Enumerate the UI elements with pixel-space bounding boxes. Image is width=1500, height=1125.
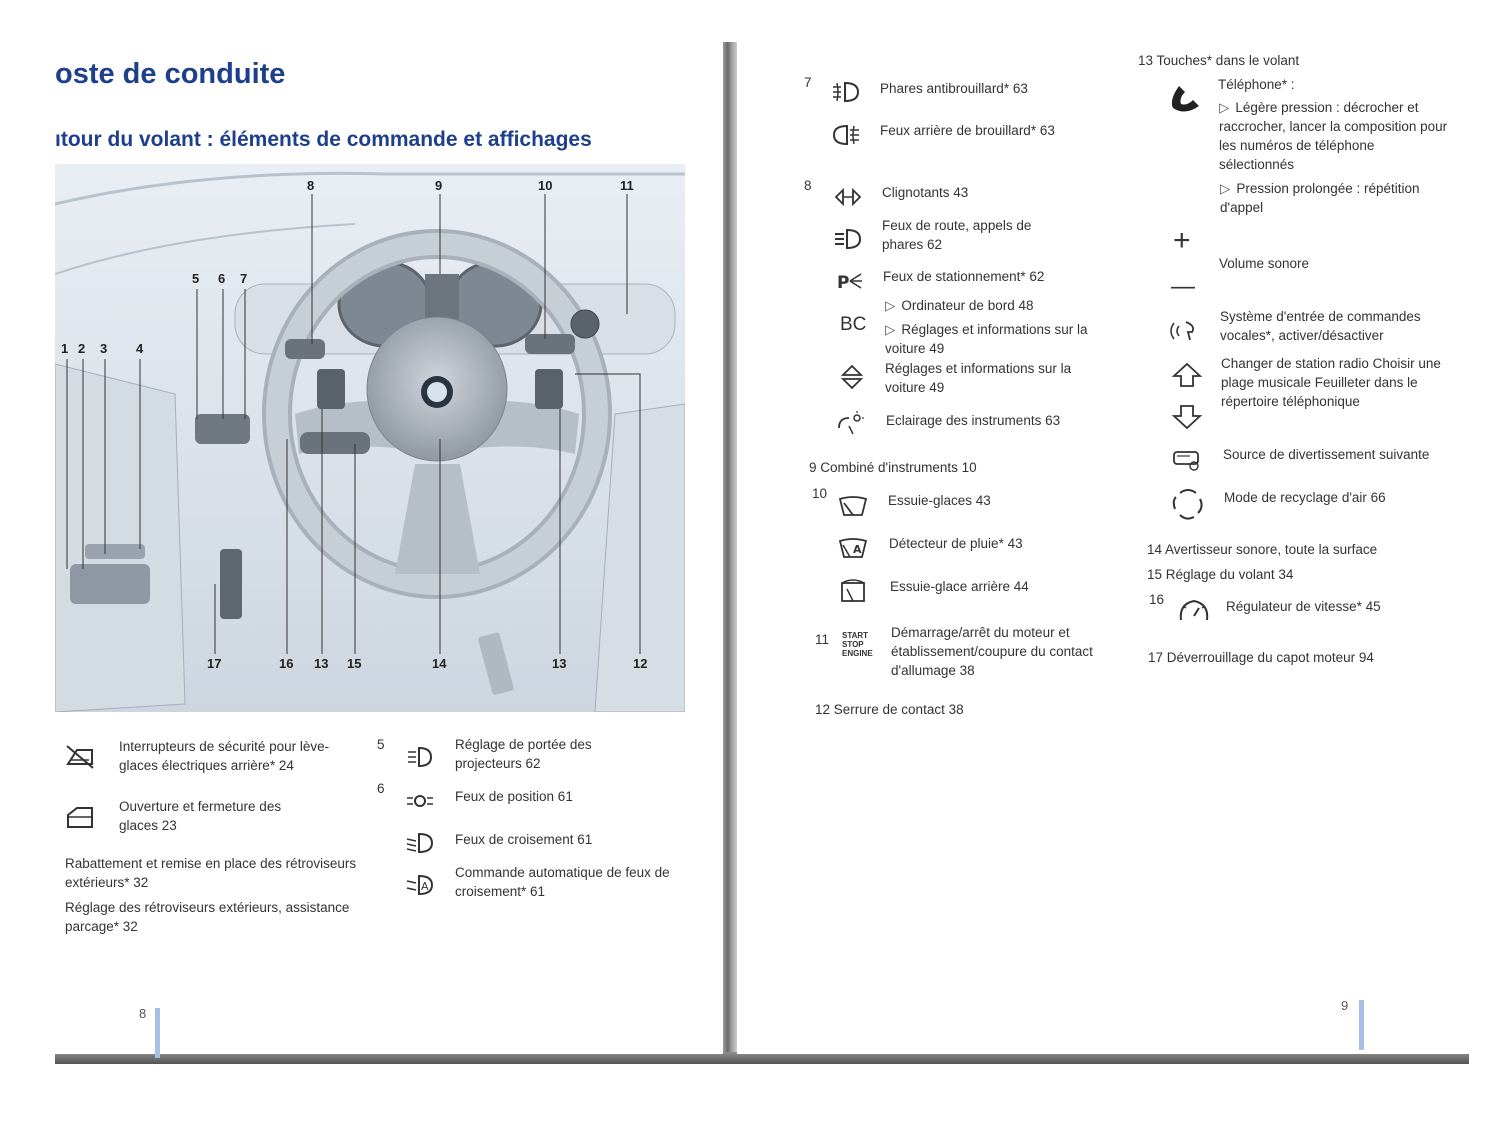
entry-entertainment-source: Source de divertissement suivante — [1223, 447, 1430, 462]
rear-wiper-icon — [838, 577, 868, 603]
entry-vehicle-settings-b: Réglages et informations sur la voiture 49 — [885, 361, 1072, 395]
minus-icon: — — [1171, 273, 1195, 300]
entry-start-stop: Démarrage/arrêt du moteur et établissement/coupure du contact d'allumage 38 — [891, 625, 1093, 678]
start-stop-icon: START STOP ENGINE — [842, 631, 873, 658]
callout-13a: 13 — [314, 656, 329, 671]
steering-wheel-diagram — [55, 164, 685, 712]
entry-ignition-lock: 12 Serrure de contact 38 — [815, 702, 964, 717]
entry-voice-command: Système d'entrée de commandes vocales*, activer/désactiver — [1220, 309, 1421, 343]
page-number-left: 8 — [139, 1006, 147, 1021]
entry-low-beam: Feux de croisement 61 — [455, 832, 593, 847]
callout-6: 6 — [218, 271, 226, 286]
right-page — [737, 42, 1469, 1054]
entry-rain-sensor: Détecteur de pluie* 43 — [889, 536, 1023, 551]
entry-volume: Volume sonore — [1219, 256, 1310, 271]
arrow-up-icon — [1172, 362, 1202, 388]
parking-light-p-icon — [835, 268, 865, 294]
entry-parking-lights: Feux de stationnement* 62 — [883, 269, 1045, 284]
phone-icon — [1165, 78, 1205, 118]
front-fog-icon — [831, 79, 861, 105]
entry-horn: 14 Avertisseur sonore, toute la surface — [1147, 542, 1378, 557]
page-number-right: 9 — [1341, 998, 1349, 1013]
callout-2: 2 — [78, 341, 86, 356]
page-tab-right — [1359, 1000, 1364, 1050]
entry-steering-adjust: 15 Réglage du volant 34 — [1147, 567, 1294, 582]
entry-board-computer: ▷ Ordinateur de bord 48 — [885, 298, 1034, 313]
svg-text:P: P — [837, 273, 850, 293]
headlight-range-icon — [405, 744, 435, 770]
entry-instrument-lighting: Eclairage des instruments 63 — [886, 413, 1061, 428]
voice-command-icon — [1170, 318, 1200, 344]
entry-mirror-fold: Rabattement et remise en place des rétroviseurs extérieurs* 32 — [65, 856, 357, 890]
svg-text:A: A — [421, 880, 429, 893]
instrument-light-icon — [835, 410, 865, 436]
callout-12: 12 — [633, 656, 648, 671]
callout-11: 11 — [620, 178, 634, 193]
callout-8: 8 — [307, 178, 315, 193]
air-recirculation-icon — [1170, 485, 1206, 521]
entry-turn-signals: Clignotants 43 — [882, 185, 969, 200]
entry-telephone: Téléphone* : — [1218, 77, 1295, 92]
entry-window-safety: Interrupteurs de sécurité pour lève-glaces électriques arrière* 24 — [119, 739, 330, 773]
rear-fog-icon — [831, 122, 861, 148]
entry-parking-lights: Feux de position 61 — [455, 789, 573, 804]
entry-telephone-long: ▷ Pression prolongée : répétition d'appel — [1220, 181, 1420, 215]
entry-number-11: 11 — [815, 632, 830, 647]
entry-hood-release: 17 Déverrouillage du capot moteur 94 — [1148, 650, 1374, 665]
low-beam-icon — [405, 830, 435, 856]
entry-front-fog: Phares antibrouillard* 63 — [880, 81, 1028, 96]
callout-3: 3 — [100, 341, 108, 356]
entry-rear-fog: Feux arrière de brouillard* 63 — [880, 123, 1055, 138]
callout-7: 7 — [240, 271, 248, 286]
entry-mirror-adjust: Réglage des rétroviseurs extérieurs, assistance parcage* 32 — [65, 900, 350, 934]
entry-air-recirculation: Mode de recyclage d'air 66 — [1224, 490, 1386, 505]
entry-auto-headlight: Commande automatique de feux de croisement* 61 — [455, 865, 670, 899]
svg-text:A: A — [853, 543, 862, 556]
entry-vehicle-settings-a-text: Réglages et informations sur la voiture 49 — [885, 322, 1088, 356]
turn-signal-icon — [833, 184, 863, 210]
entry-telephone-short: ▷ Légère pression : décrocher et raccrocher, lancer la composition pour les numéros de téléphone sélectionnés — [1219, 100, 1448, 172]
callout-13b: 13 — [552, 656, 567, 671]
callout-10: 10 — [538, 178, 553, 193]
cruise-control-icon — [1177, 596, 1211, 626]
parking-lights-icon — [405, 788, 435, 814]
rain-sensor-icon — [838, 535, 868, 561]
callout-4: 4 — [136, 341, 144, 356]
window-lock-icon — [65, 744, 95, 770]
callout-16: 16 — [279, 656, 294, 671]
section-subtitle: ıtour du volant : éléments de commande et affichages — [55, 128, 592, 151]
entry-window-open-close: Ouverture et fermeture des glaces 23 — [119, 799, 282, 833]
callout-17: 17 — [207, 656, 222, 671]
callout-14: 14 — [432, 656, 447, 671]
callout-1: 1 — [61, 341, 69, 356]
entry-telephone-long-text: Pression prolongée : répétition d'appel — [1220, 181, 1420, 215]
entry-number-6: 6 — [377, 781, 385, 796]
entry-telephone-short-text: Légère pression : décrocher et raccrocher, lancer la composition pour les numéros de téléphone sélectionnés — [1219, 100, 1448, 172]
page-title: oste de conduite — [55, 58, 286, 90]
bc-label: BC — [840, 314, 867, 335]
callout-9: 9 — [435, 178, 443, 193]
auto-headlight-icon — [405, 872, 435, 898]
entry-number-16: 16 — [1149, 592, 1165, 607]
arrow-down-icon — [1172, 404, 1202, 430]
entry-high-beam: Feux de route, appels de phares 62 — [882, 218, 1032, 252]
high-beam-icon — [833, 226, 863, 252]
entry-number-8: 8 — [804, 178, 812, 193]
page-tab-left — [155, 1008, 160, 1058]
entry-number-7: 7 — [804, 75, 812, 90]
wiper-icon — [838, 493, 868, 519]
entry-wipers: Essuie-glaces 43 — [888, 493, 991, 508]
entry-headlight-range: Réglage de portée des projecteurs 62 — [455, 737, 592, 771]
up-down-arrows-icon — [837, 364, 867, 390]
entry-cruise-control: Régulateur de vitesse* 45 — [1226, 599, 1381, 614]
callout-5: 5 — [192, 271, 200, 286]
entry-number-10: 10 — [812, 486, 828, 501]
callout-15: 15 — [347, 656, 362, 671]
entry-number-5: 5 — [377, 737, 385, 752]
entry-wheel-buttons: 13 Touches* dans le volant — [1138, 53, 1300, 68]
entry-instrument-cluster: 9 Combiné d'instruments 10 — [809, 460, 977, 475]
entertainment-source-icon — [1172, 446, 1202, 472]
entry-vehicle-settings-a: ▷ Réglages et informations sur la voiture 49 — [885, 322, 1088, 356]
plus-icon: + — [1173, 224, 1191, 257]
entry-station-change: Changer de station radio Choisir une plage musicale Feuilleter dans le répertoire téléphonique — [1221, 356, 1441, 409]
entry-board-computer-text: Ordinateur de bord 48 — [901, 298, 1034, 313]
window-icon — [65, 805, 95, 831]
left-page — [55, 42, 723, 1054]
entry-rear-wiper: Essuie-glace arrière 44 — [890, 579, 1029, 594]
